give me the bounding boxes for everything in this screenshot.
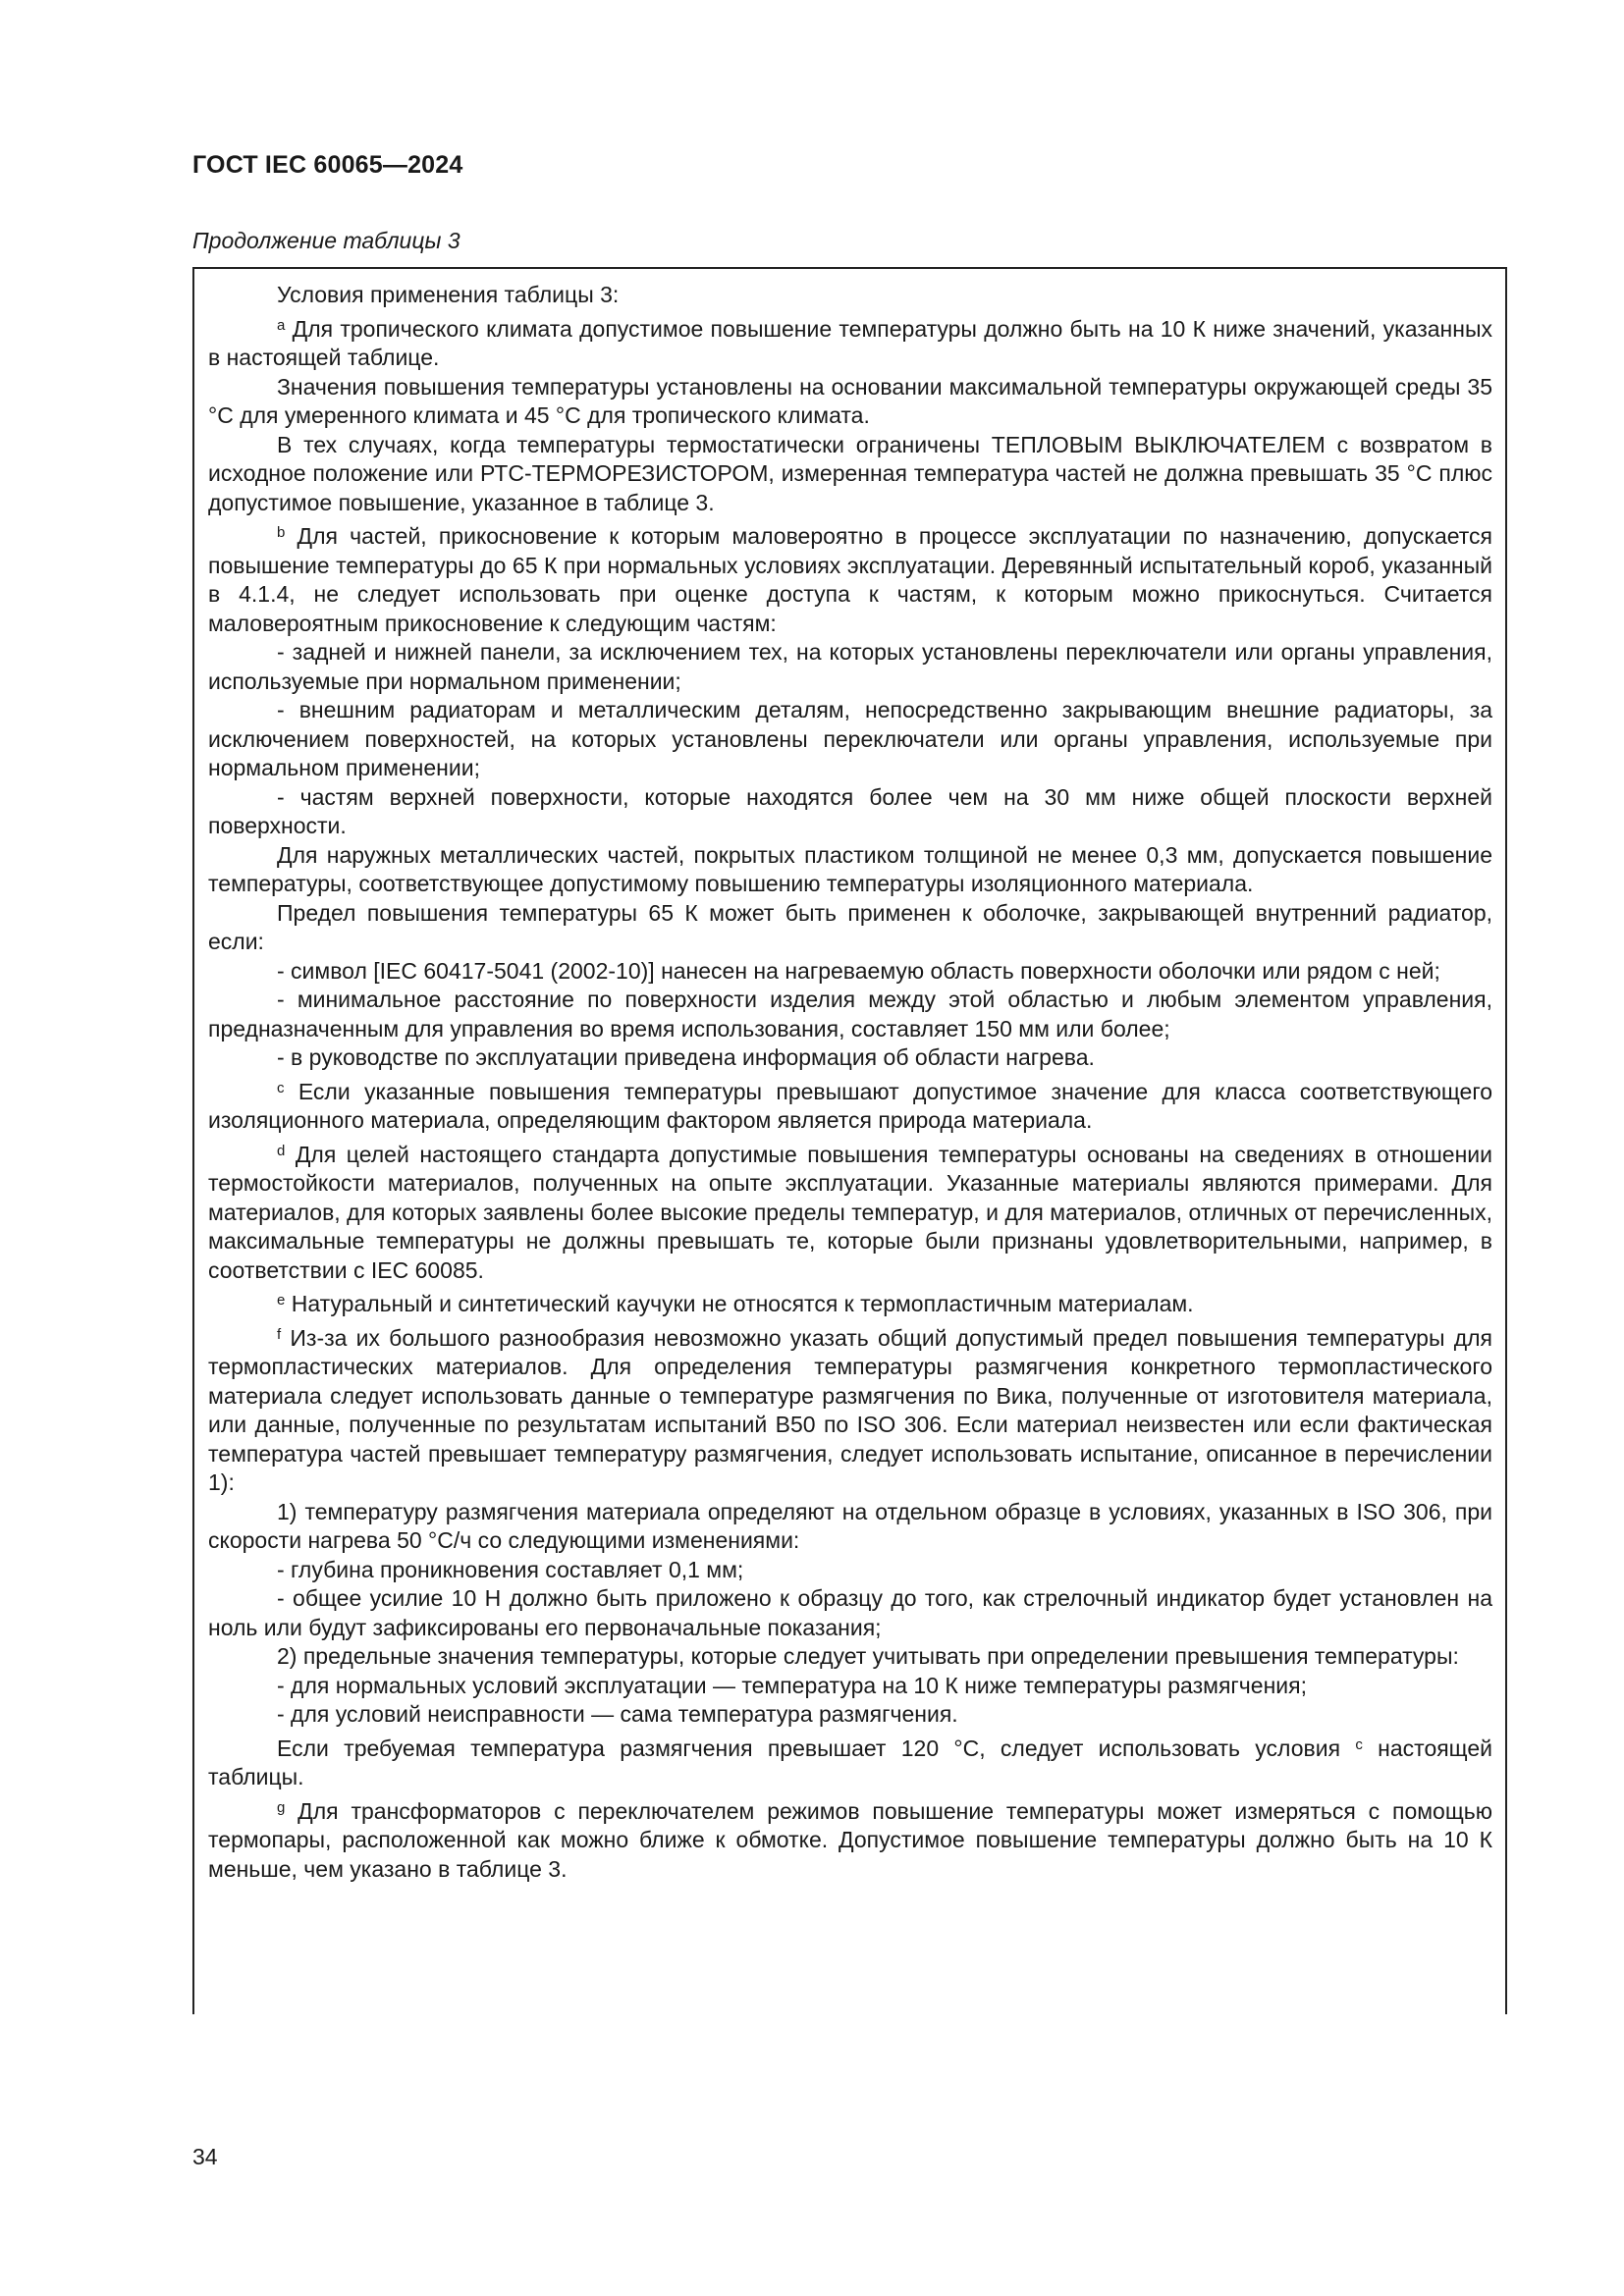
- note-text: Для частей, прикосновение к которым маловероятно в процессе эксплуатации по назначению, допускается повышение температуры до 65 К при нормальных условиях эксплуатации. Деревянный испытательный короб, указанный в 4.1.4, не следует использовать при оценке доступа к частям, к которым можно прикоснуться. Считается маловероятным прикосновение к следующим частям:: [208, 523, 1492, 636]
- note-paragraph: [208, 1700, 1492, 1730]
- note-paragraph: [208, 1672, 1492, 1701]
- note-paragraph: [208, 1324, 1492, 1498]
- note-text: - внешним радиаторам и металлическим деталям, непосредственно закрывающим внешние радиаторы, за исключением поверхностей, на которых установлены переключатели или органы управления, используемые при нормальном применении;: [208, 697, 1492, 780]
- note-paragraph: [208, 1556, 1492, 1585]
- note-text: Для целей настоящего стандарта допустимые повышения температуры основаны на сведениях в отношении термостойкости материалов, полученных на опыте эксплуатации. Указанные материалы являются примерами. Для материалов, для которых заявлены более высокие пределы температур, и для материалов, отличных от перечисленных, максимальные температуры не должны превышать те, которые были признаны удовлетворительными, например, в соответствии с IEC 60085.: [208, 1141, 1492, 1283]
- note-text: - для нормальных условий эксплуатации — температура на 10 К ниже температуры размягчения;: [277, 1672, 1307, 1698]
- note-paragraph: [208, 1584, 1492, 1642]
- note-text: Для тропического климата допустимое повышение температуры должно быть на 10 К ниже значений, указанных в настоящей таблице.: [208, 315, 1492, 370]
- note-paragraph: [208, 1141, 1492, 1286]
- note-paragraph: [208, 1797, 1492, 1885]
- note-paragraph: [208, 315, 1492, 373]
- note-marker: b: [277, 524, 286, 541]
- note-marker: c: [277, 1079, 285, 1096]
- note-paragraph: [208, 696, 1492, 783]
- note-marker: e: [277, 1292, 286, 1308]
- note-text: - общее усилие 10 Н должно быть приложено к образцу до того, как стрелочный индикатор будет установлен на ноль или будут зафиксированы его первоначальные показания;: [208, 1585, 1492, 1640]
- note-marker: d: [277, 1142, 286, 1159]
- note-marker: a: [277, 316, 286, 334]
- note-text: Для трансформаторов с переключателем режимов повышение температуры может измеряться с помощью термопары, расположенной как можно ближе к обмотке. Допустимое повышение температуры должно быть на 10 К меньше, чем указано в таблице 3.: [208, 1797, 1492, 1882]
- note-text: - для условий неисправности — сама температура размягчения.: [277, 1701, 958, 1727]
- note-paragraph: [208, 1642, 1492, 1672]
- note-text: Из-за их большого разнообразия невозможно указать общий допустимый предел повышения температуры для термопластических материалов. Для определения температуры размягчения конкретного термопластического материала следует использовать данные о температуре размягчения по Вика, полученные от изготовителя материала, или данные, полученные по результатам испытаний В50 по ISO 306. Если материал неизвестен или если фактическая температура частей превышает температуру размягчения, следует использовать испытание, описанное в перечислении 1):: [208, 1324, 1492, 1495]
- note-paragraph: [208, 1043, 1492, 1073]
- note-text-tail: настоящей таблицы.: [208, 1735, 1492, 1789]
- note-text: - в руководстве по эксплуатации приведена информация об области нагрева.: [277, 1044, 1095, 1070]
- note-paragraph: [208, 638, 1492, 696]
- note-text: В тех случаях, когда температуры термостатически ограничены ТЕПЛОВЫМ ВЫКЛЮЧАТЕЛЕМ с возвратом в исходное положение или РТС-ТЕРМОРЕЗИСТОРОМ, измеренная температура частей не должна превышать 35 °С плюс допустимое повышение, указанное в таблице 3.: [208, 431, 1492, 515]
- table-continuation-caption: Продолжение таблицы 3: [192, 228, 460, 253]
- note-paragraph: [208, 899, 1492, 957]
- note-text: Значения повышения температуры установлены на основании максимальной температуры окружающей среды 35 °С для умеренного климата и 45 °С для тропического климата.: [208, 373, 1492, 428]
- note-marker: f: [277, 1325, 282, 1343]
- note-paragraph: [208, 1735, 1492, 1792]
- note-text: 1) температуру размягчения материала определяют на отдельном образце в условиях, указанных в ISO 306, при скорости нагрева 50 °С/ч со следующими изменениями:: [208, 1498, 1492, 1553]
- note-paragraph: [208, 1290, 1492, 1319]
- note-text: - задней и нижней панели, за исключением тех, на которых установлены переключатели или органы управления, используемые при нормальном применении;: [208, 639, 1492, 694]
- note-paragraph: [208, 1498, 1492, 1556]
- table-notes: [208, 281, 1492, 1884]
- note-text: Если указанные повышения температуры превышают допустимое значение для класса соответствующего изоляционного материала, определяющим фактором является природа материала.: [208, 1078, 1492, 1133]
- note-paragraph: [208, 957, 1492, 987]
- note-text: Натуральный и синтетический каучуки не относятся к термопластичным материалам.: [285, 1291, 1194, 1316]
- document-header: ГОСТ IEC 60065—2024: [192, 151, 463, 179]
- note-paragraph: [208, 281, 1492, 310]
- note-paragraph: [208, 986, 1492, 1043]
- note-text: - символ [IEC 60417-5041 (2002-10)] нанесен на нагреваемую область поверхности оболочки или рядом с ней;: [277, 957, 1440, 984]
- page-number: 34: [192, 2144, 218, 2169]
- note-paragraph: [208, 373, 1492, 431]
- note-paragraph: [208, 1078, 1492, 1136]
- note-text: Условия применения таблицы 3:: [277, 282, 620, 307]
- note-text: - глубина проникновения составляет 0,1 мм;: [277, 1556, 744, 1582]
- note-text: - частям верхней поверхности, которые находятся более чем на 30 мм ниже общей плоскости верхней поверхности.: [208, 783, 1492, 838]
- note-reference-marker: c: [1355, 1735, 1363, 1753]
- note-paragraph: [208, 431, 1492, 518]
- note-text: - минимальное расстояние по поверхности изделия между этой областью и любым элементом управления, предназначенным для управления во время использования, составляет 150 мм или более;: [208, 987, 1492, 1041]
- note-text: Для наружных металлических частей, покрытых пластиком толщиной не менее 0,3 мм, допускается повышение температуры, соответствующее допустимому повышению температуры изоляционного материала.: [208, 841, 1492, 896]
- note-paragraph: [208, 522, 1492, 638]
- note-paragraph: [208, 841, 1492, 899]
- note-text: 2) предельные значения температуры, которые следует учитывать при определении превышения температуры:: [277, 1643, 1459, 1669]
- note-text: Предел повышения температуры 65 К может быть применен к оболочке, закрывающей внутренний радиатор, если:: [208, 899, 1492, 954]
- note-marker: g: [277, 1798, 286, 1816]
- note-text: Если требуемая температура размягчения превышает 120 °С, следует использовать условия: [277, 1735, 1341, 1761]
- note-paragraph: [208, 783, 1492, 841]
